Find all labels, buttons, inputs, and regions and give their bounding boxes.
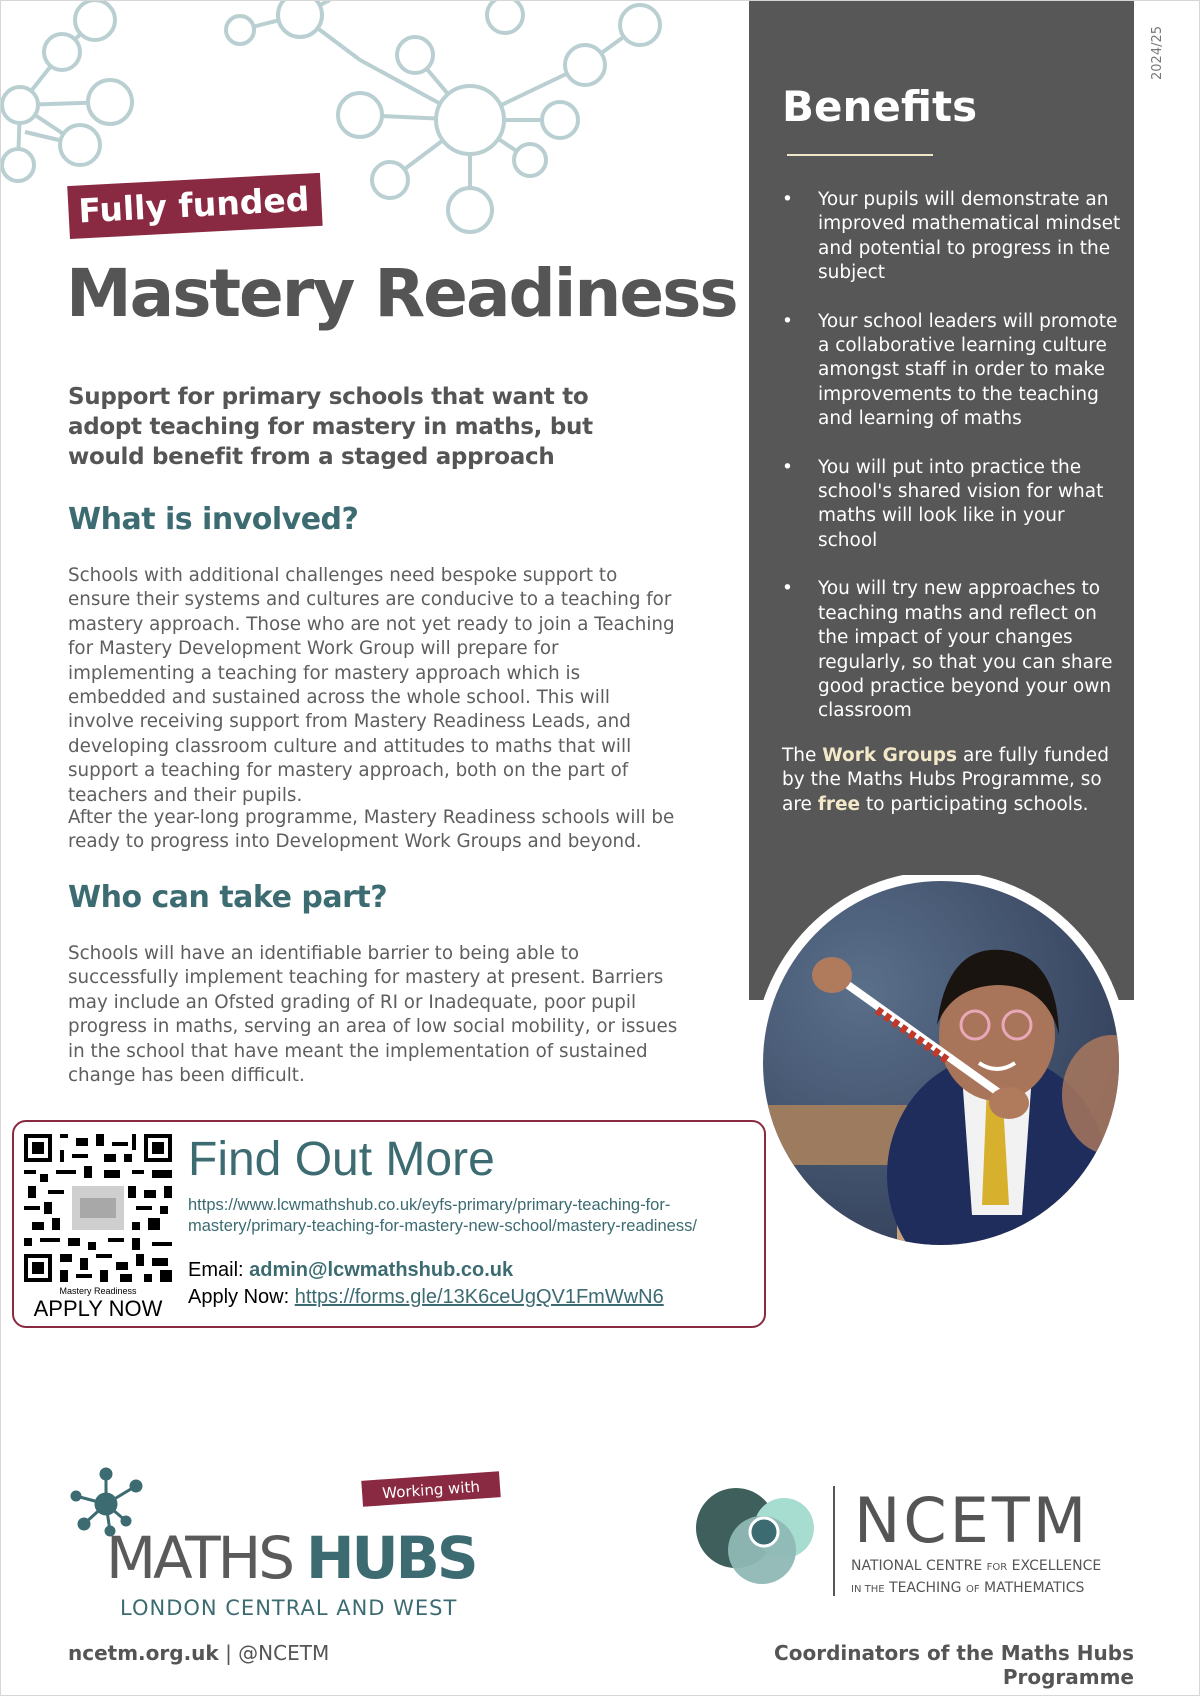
working-with-badge xyxy=(361,1471,500,1507)
qr-code-icon[interactable] xyxy=(24,1134,172,1282)
ncetm-site-link[interactable]: ncetm.org.uk xyxy=(68,1641,219,1665)
involved-followup: After the year-long programme, Mastery Readiness schools will be ready to progress into Development Work Groups and beyond. xyxy=(68,807,675,853)
benefits-list xyxy=(782,188,1122,748)
who-paragraph: Schools will have an identifiable barrier to being able to successfully implement teaching for mastery at present. Barriers may include an Ofsted grading of RI or Inadequate, poor pupil progress in maths, serving an area of low social mobility, or issues in the school that have meant the implementation of sustained change has been difficult. xyxy=(68,943,678,1087)
svg-text:IN THE TEACHING OF MATHEMATICS: IN THE TEACHING OF MATHEMATICS xyxy=(851,1580,1085,1596)
fully-funded-badge: Fully funded xyxy=(67,173,322,239)
benefits-divider xyxy=(787,154,933,156)
page-title: Mastery Readiness xyxy=(66,255,737,332)
footer-coordinators: Coordinators of the Maths Hubs Programme xyxy=(774,1641,1134,1689)
svg-text:MATHS: MATHS xyxy=(106,1524,293,1592)
page-subtitle: Support for primary schools that want to adopt teaching for mastery in maths, but would benefit from a staged approach xyxy=(68,384,593,470)
qr-apply-label: APPLY NOW xyxy=(33,1296,163,1321)
involved-paragraph: Schools with additional challenges need bespoke support to ensure their systems and cultures are conducive to a teaching for mastery approach. Those who are not yet ready to join a Teaching for Mastery Development Work Group will prepare for implementing a teaching for mastery approach which is embedded and sustained across the whole school. This will involve receiving support from Mastery Readiness Leads, and developing classroom culture and attitudes to maths that will support a teaching for mastery approach, both on the part of teachers and their pupils. xyxy=(68,565,675,806)
apply-link[interactable]: https://forms.gle/13K6ceUgQV1FmWwN6 xyxy=(294,1286,664,1308)
svg-text:LONDON CENTRAL AND WEST: LONDON CENTRAL AND WEST xyxy=(120,1596,458,1620)
svg-text:NCETM: NCETM xyxy=(854,1484,1090,1557)
apply-line: Apply Now: https://forms.gle/13K6ceUgQV1FmWwN6 xyxy=(188,1286,664,1308)
maths-hubs-logo xyxy=(66,1466,506,1626)
svg-text:HUBS: HUBS xyxy=(306,1524,476,1592)
footer-contact: ncetm.org.uk | @NCETM xyxy=(68,1641,330,1665)
who-heading: Who can take part? xyxy=(68,880,388,915)
benefit-item: • You will put into practice the school's shared vision for what maths will look like in your school xyxy=(782,456,1104,551)
programme-url-link[interactable]: https://www.lcwmathshub.co.uk/eyfs-primary/primary-teaching-for-mastery/primary-teaching-for-mastery-new-school/mastery-readiness/ xyxy=(188,1196,697,1235)
benefit-item: • Your school leaders will promote a collaborative learning culture amongst staff in order to make improvements to the teaching and learning of maths xyxy=(782,310,1118,430)
email-line: Email: admin@lcwmathshub.co.uk xyxy=(188,1259,514,1281)
funding-note: The Work Groups are fully funded by the Maths Hubs Programme, so are free to participating schools. xyxy=(782,745,1109,815)
twitter-handle[interactable]: @NCETM xyxy=(238,1641,330,1665)
pupil-photo xyxy=(747,875,1135,1255)
bullet-icon: • xyxy=(782,578,793,600)
bullet-icon: • xyxy=(782,189,793,210)
ncetm-logo xyxy=(694,1480,1134,1600)
benefit-item: • You will try new approaches to teaching maths and reflect on the impact of your changes regularly, so that you can share good practice beyond your own classroom xyxy=(782,578,1113,722)
year-tag: 2024/25 xyxy=(1150,25,1165,80)
benefit-item: • Your pupils will demonstrate an improved mathematical mindset and potential to progress in the subject xyxy=(782,189,1121,284)
svg-text:NATIONAL CENTRE FOR EXCELLENCE: NATIONAL CENTRE FOR EXCELLENCE xyxy=(851,1558,1102,1574)
benefits-title: Benefits xyxy=(782,82,978,131)
email-link[interactable]: admin@lcwmathshub.co.uk xyxy=(249,1259,514,1281)
qr-caption: Mastery Readiness xyxy=(59,1286,137,1296)
find-out-more-title: Find Out More xyxy=(188,1133,495,1186)
svg-text:Working with: Working with xyxy=(381,1477,481,1503)
involved-heading: What is involved? xyxy=(68,502,359,537)
bullet-icon: • xyxy=(782,456,793,478)
bullet-icon: • xyxy=(782,310,793,332)
